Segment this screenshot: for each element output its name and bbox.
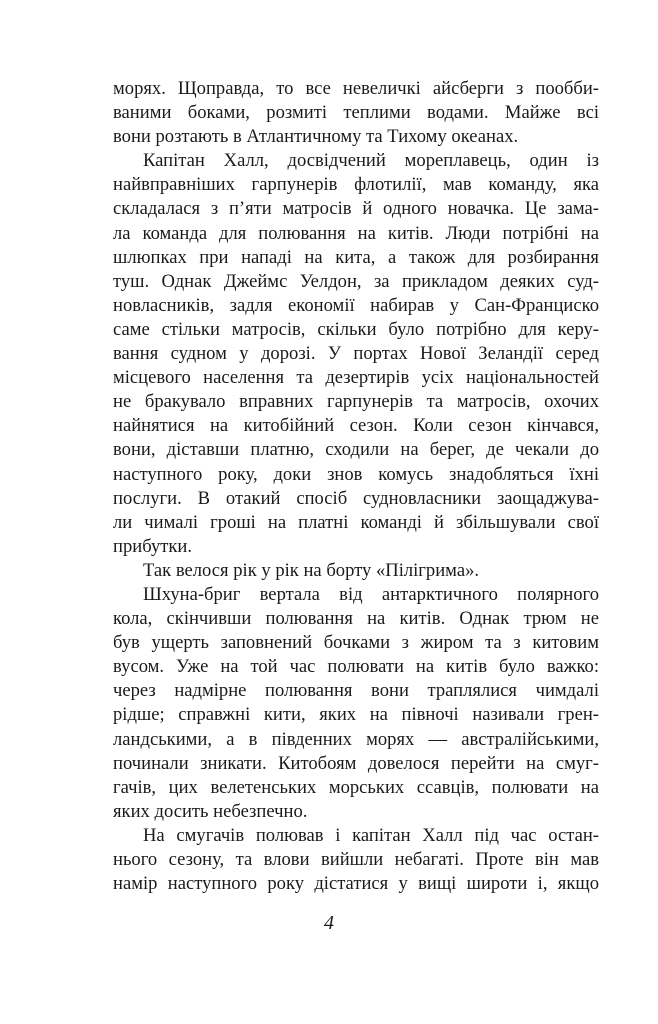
text-line: вання судном у дорозі. У портах Нової Зеландії серед	[113, 343, 599, 365]
text-line: вони, діставши платню, сходили на берег, де чекали до	[113, 439, 599, 461]
text-line: ла команда для полювання на китів. Люди потрібні на	[113, 222, 599, 244]
text-line: найнятися на китобійний сезон. Коли сезон кінчався,	[113, 415, 599, 437]
text-line: шлюпках при нападі на кита, а також для розбирання	[113, 246, 599, 268]
body-text	[113, 77, 599, 896]
paragraph	[113, 583, 599, 824]
text-line: яких досить небезпечно.	[113, 800, 308, 822]
text-line: складалася з п’яти матросів й одного новачка. Це зама-	[113, 198, 599, 220]
text-line: новласників, задля економії набирав у Сан-Франциско	[113, 294, 599, 316]
text-line: прибутки.	[113, 535, 193, 557]
text-line: послуги. В отакий спосіб судновласники заощаджува-	[113, 487, 599, 509]
paragraph	[113, 559, 599, 583]
paragraph	[113, 824, 599, 896]
text-line: намір наступного року дістатися у вищі широти і, якщо	[113, 873, 599, 895]
paragraph	[113, 149, 599, 559]
text-line: Шхуна-бриг вертала від антарктичного полярного	[143, 583, 599, 605]
text-line: вусом. Уже на той час полювати на китів було важко:	[113, 656, 599, 678]
text-line: найвправніших гарпунерів флотилії, мав команду, яка	[113, 174, 599, 196]
text-line: Капітан Халл, досвідчений мореплавець, один із	[143, 150, 599, 172]
text-line: рідше; справжні кити, яких на півночі називали грен-	[113, 704, 599, 726]
text-line: ваними боками, розмиті теплими водами. Майже всі	[113, 102, 599, 124]
text-line: Так велося рік у рік на борту «Пілігрима».	[143, 559, 480, 581]
text-line: нього сезону, та влови вийшли небагаті. Проте він мав	[113, 849, 599, 870]
text-line: був ущерть заповнений бочками з жиром та з китовим	[113, 632, 599, 654]
text-line: місцевого населення та дезертирів усіх національностей	[113, 367, 599, 389]
text-line: гачів, цих велетенських морських ссавців, полювати на	[113, 776, 599, 798]
text-line: ли чималі гроші на платні команді й збільшували свої	[113, 511, 599, 533]
text-line: починали зникати. Китобоям довелося перейти на смуг-	[113, 752, 599, 774]
page-number: 4	[324, 912, 334, 934]
text-line: не бракувало вправних гарпунерів та матросів, охочих	[113, 391, 599, 413]
text-line: кола, скінчивши полювання на китів. Однак трюм не	[113, 608, 599, 630]
text-line: вони розтають в Атлантичному та Тихому океанах.	[113, 126, 519, 148]
text-line: ландськими, а в південних морях — австралійськими,	[113, 728, 599, 750]
text-line: На смугачів полював і капітан Халл під час остан-	[143, 824, 599, 846]
text-line: саме стільки матросів, скільки було потрібно для керу-	[113, 318, 599, 340]
text-line: туш. Однак Джеймс Уелдон, за прикладом деяких суд-	[113, 270, 599, 292]
text-line: наступного року, доки знов комусь знадобляться їхні	[113, 463, 599, 485]
paragraph	[113, 77, 599, 149]
text-line: морях. Щоправда, то все невеличкі айсберги з пообби-	[113, 78, 599, 99]
text-line: через надмірне полювання вони траплялися чимдалі	[113, 680, 599, 702]
